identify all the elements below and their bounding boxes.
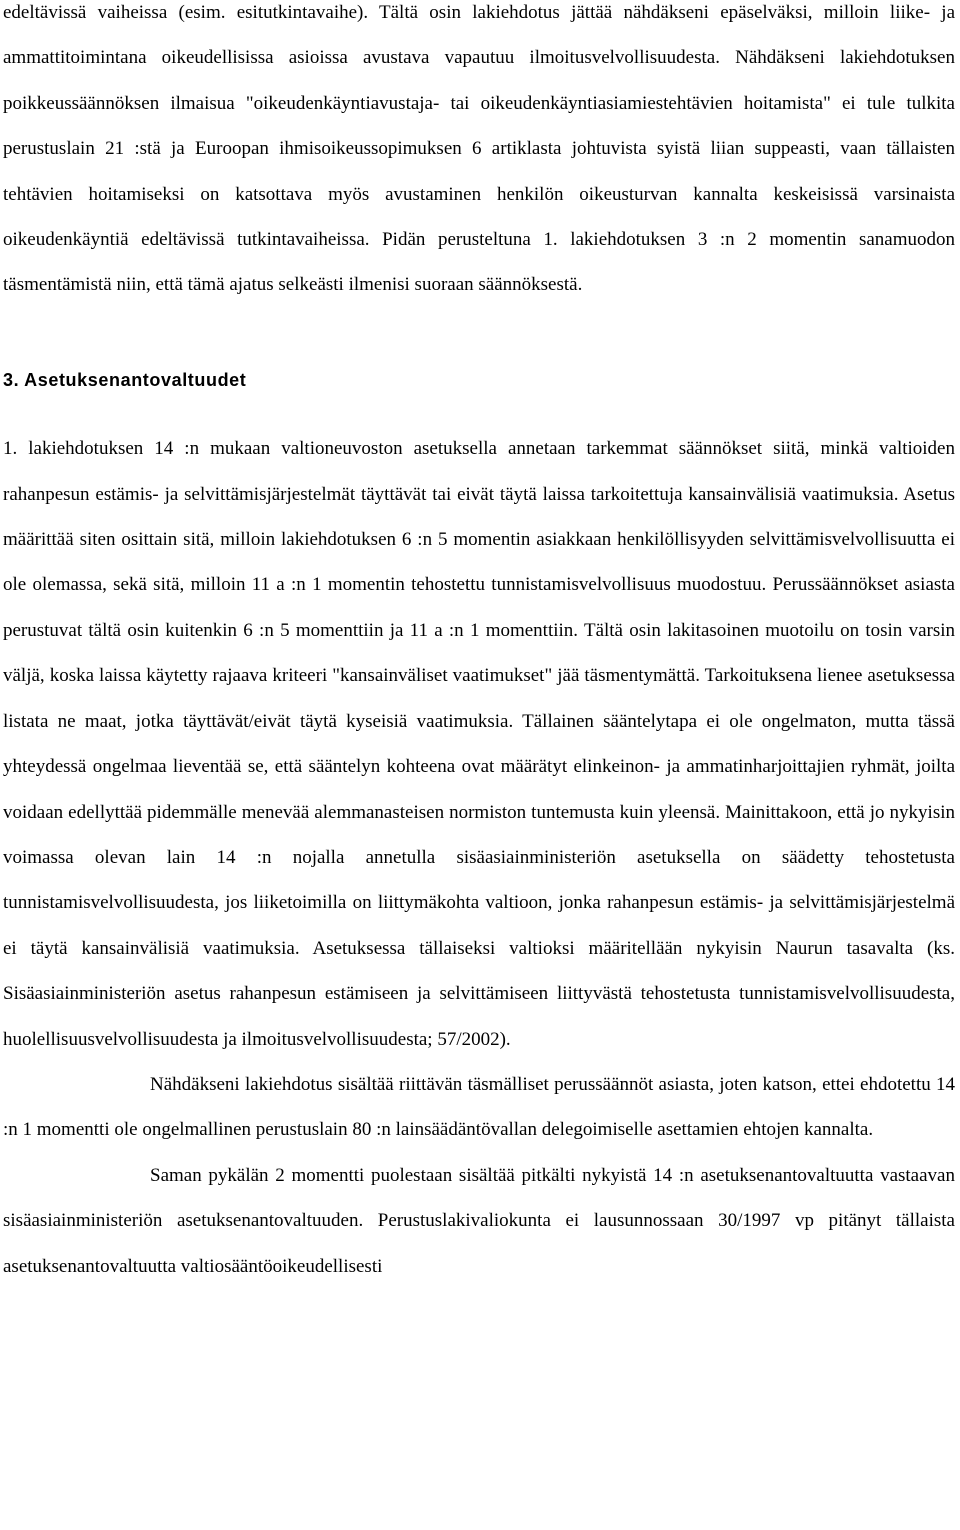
- spacer: [3, 308, 955, 358]
- paragraph-second-subsection: Saman pykälän 2 momentti puolestaan sisältää pitkälti nykyistä 14 :n asetuksenantovaltuutta vastaavan sisäasiainministeriön asetuksenantovaltuuden. Perustuslakivaliokunta ei lausunnossaan 30/1997 vp pitänyt tällaista asetuksenantovaltuutta valtiosääntöoikeudellisesti: [3, 1164, 955, 1277]
- paragraph-reporting-exemption: edeltävissä vaiheissa (esim. esitutkintavaihe). Tältä osin lakiehdotus jättää nähdäkseni epäselväksi, milloin liike- ja ammattitoimintana oikeudellisissa asioissa avustava vapautuu ilmoitusvelvollisuudesta. Nähdäkseni lakiehdotuksen poikkeussäännöksen ilmaisua "oikeudenkäyntiavustaja- tai oikeudenkäyntiasiamiestehtävien hoitamista" ei tule tulkita perustuslain 21 :stä ja Euroopan ihmisoikeussopimuksen 6 artiklasta johtuvista syistä liian suppeasti, vaan tällaisten tehtävien hoitamiseksi on katsottava myös avustaminen henkilön oikeusturvan kannalta keskeisissä varsinaista oikeudenkäyntiä edeltävissä tutkintavaiheissa. Pidän perusteltuna 1. lakiehdotuksen 3 :n 2 momentin sanamuodon täsmentämistä niin, että tämä ajatus selkeästi ilmenisi suoraan säännöksestä.: [3, 2, 955, 296]
- paragraph-decree-authority: 1. lakiehdotuksen 14 :n mukaan valtioneuvoston asetuksella annetaan tarkemmat säännökset siitä, minkä valtioiden rahanpesun estämis- ja selvittämisjärjestelmät täyttävät tai eivät täytä laissa tarkoitettuja kansainvälisiä vaatimuksia. Asetus määrittää siten osittain sitä, milloin lakiehdotuksen 6 :n 5 momentin asiakkaan henkilöllisyyden selvittämisvelvollisuutta ei ole olemassa, sekä sitä, milloin 11 a :n 1 momentin tehostettu tunnistamisvelvollisuus muodostuu. Perussäännökset asiasta perustuvat tältä osin kuitenkin 6 :n 5 momenttiin ja 11 a :n 1 momenttiin. Tältä osin lakitasoinen muotoilu on tosin varsin väljä, koska laissa käytetty rajaava kriteeri "kansainväliset vaatimukset" jää täsmentymättä. Tarkoituksena lienee asetuksessa listata ne maat, jotka täyttävät/eivät täytä kyseisiä vaatimuksia. Tällainen sääntelytapa ei ole ongelmaton, mutta tässä yhteydessä ongelmaa lieventää se, että sääntelyn kohteena ovat määrätyt elinkeinon- ja ammatinharjoittajien ryhmät, joilta voidaan edellyttää pidemmälle menevää alemmanasteisen normiston tuntemusta kuin yleensä. Mainittakoon, että jo nykyisin voimassa olevan lain 14 :n nojalla annetulla sisäasiainministeriön asetuksella on säädetty tehostetusta tunnistamisvelvollisuudesta, jos liiketoimilla on liittymäkohta valtioon, jonka rahanpesun estämis- ja selvittämisjärjestelmä ei täytä kansainvälisiä vaatimuksia. Asetuksessa tällaiseksi valtioksi määritellään nykyisin Naurun tasavalta (ks. Sisäasiainministeriön asetus rahanpesun estämiseen ja selvittämiseen liittyvästä tehostetusta tunnistamisvelvollisuudesta, huolellisuusvelvollisuudesta ja ilmoitusvelvollisuudesta; 57/2002).: [3, 438, 955, 1050]
- section-heading: 3. Asetuksenantovaltuudet: [3, 369, 247, 390]
- spacer: [3, 403, 955, 426]
- document-page: [3, 0, 955, 1289]
- paragraph-conclusion: Nähdäkseni lakiehdotus sisältää riittävän täsmälliset perussäännöt asiasta, joten katson, ettei ehdotettu 14 :n 1 momentti ole ongelmallinen perustuslain 80 :n lainsäädäntövallan delegoimiselle asettamien ehtojen kannalta.: [3, 1073, 955, 1141]
